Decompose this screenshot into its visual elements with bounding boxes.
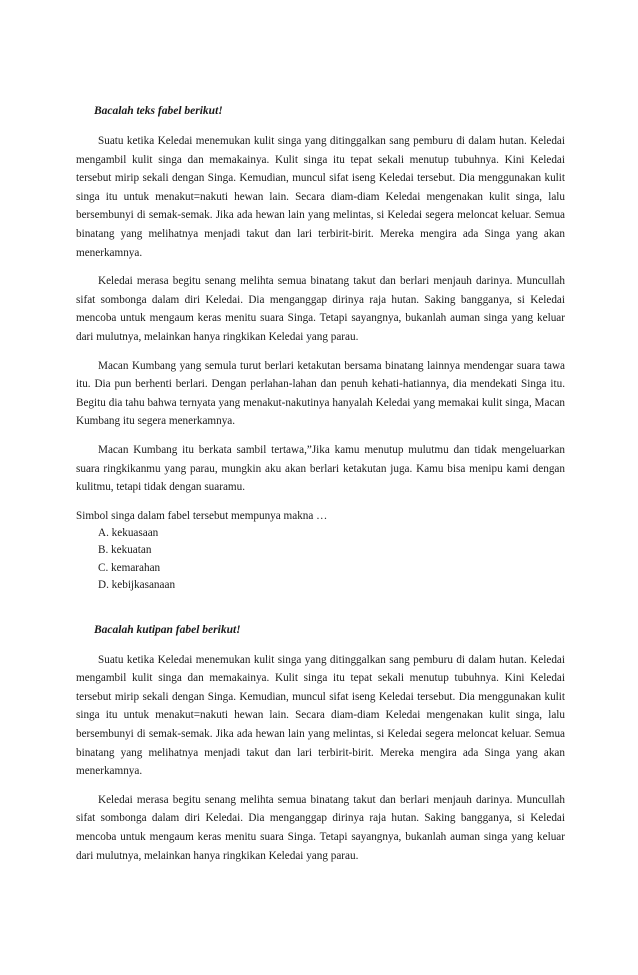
section1-heading: Bacalah teks fabel berikut!	[94, 105, 223, 117]
option-c: C. kemarahan	[98, 561, 161, 574]
section2-paragraph-1: Suatu ketika Keledai menemukan kulit singa yang ditinggalkan sang pemburu di dalam hutan. Keledai mengambil kulit singa dan memakainya. Kulit singa itu tepat sekali menutup tubuhnya. Kini Keledai tersebut mirip sekali dengan Singa. Kemudian, muncul sifat iseng Keledai tersebut. Dia menggunakan kulit singa itu untuk menakut=nakuti hewan lain. Secara diam-diam Keledai mengenakan kulit singa, lalu bersembunyi di semak-semak. Jika ada hewan lain yang melintas, si Keledai segera meloncat keluar. Semua binatang yang melihatnya menjadi takut dan lari terbirit-birit. Mereka mengira ada Singa yang akan menerkamnya.	[76, 653, 565, 778]
section1-paragraph-2: Keledai merasa begitu senang melihta semua binatang takut dan berlari menjauh darinya. Muncullah sifat sombonga dalam diri Keledai. Dia menganggap dirinya raja hutan. Saking bangganya, si Keledai mencoba untuk mengaum keras menitu suara Singa. Tetapi sayangnya, bukanlah auman singa yang keluar dari mulutnya, melainkan hanya ringkikan Keledai yang parau.	[76, 275, 565, 343]
section1-paragraph-1: Suatu ketika Keledai menemukan kulit singa yang ditinggalkan sang pemburu di dalam hutan. Keledai mengambil kulit singa dan memakainya. Kulit singa itu tepat sekali menutup tubuhnya. Kini Keledai tersebut mirip sekali dengan Singa. Kemudian, muncul sifat iseng Keledai tersebut. Dia menggunakan kulit singa itu untuk menakut=nakuti hewan lain. Secara diam-diam Keledai mengenakan kulit singa, lalu bersembunyi di semak-semak. Jika ada hewan lain yang melintas, si Keledai segera meloncat keluar. Semua binatang yang melihatnya menjadi takut dan lari terbirit-birit. Mereka mengira ada Singa yang akan menerkamnya.	[76, 135, 565, 259]
section1-paragraph-4: Macan Kumbang itu berkata sambil tertawa,”Jika kamu menutup mulutmu dan tidak mengeluarkan suara ringkikanmu yang parau, mungkin aku akan berlari ketakutan juga. Kamu bisa menipu kami dengan kulitmu, tetapi tidak dengan suaramu.	[76, 443, 565, 494]
section2-paragraph-2: Keledai merasa begitu senang melihta semua binatang takut dan berlari menjauh darinya. Muncullah sifat sombonga dalam diri Keledai. Dia menganggap dirinya raja hutan. Saking bangganya, si Keledai mencoba untuk mengaum keras menitu suara Singa. Tetapi sayangnya, bukanlah auman singa yang keluar dari mulutnya, melainkan hanya ringkikan Keledai yang parau.	[76, 793, 565, 862]
document-page	[76, 102, 565, 875]
option-d: D. kebijkasanaan	[98, 579, 176, 592]
option-a: A. kekuasaan	[98, 526, 159, 539]
option-b: B. kekuatan	[98, 544, 152, 557]
section2-heading: Bacalah kutipan fabel berikut!	[94, 623, 241, 636]
answer-options	[98, 525, 565, 595]
section1-paragraph-3: Macan Kumbang yang semula turut berlari ketakutan bersama binatang lainnya mendengar suara tawa itu. Dia pun berhenti berlari. Dengan perlahan-lahan dan penuh kehati-hatiannya, dia mendekati Singa itu. Begitu dia tahu bahwa ternyata yang menakut-nakutinya hanyalah Keledai yang memakai kulit singa, Macan Kumbang itu segera menerkamnya.	[76, 359, 565, 428]
question-text: Simbol singa dalam fabel tersebut mempunya makna …	[76, 509, 328, 522]
section-spacer	[76, 595, 565, 621]
